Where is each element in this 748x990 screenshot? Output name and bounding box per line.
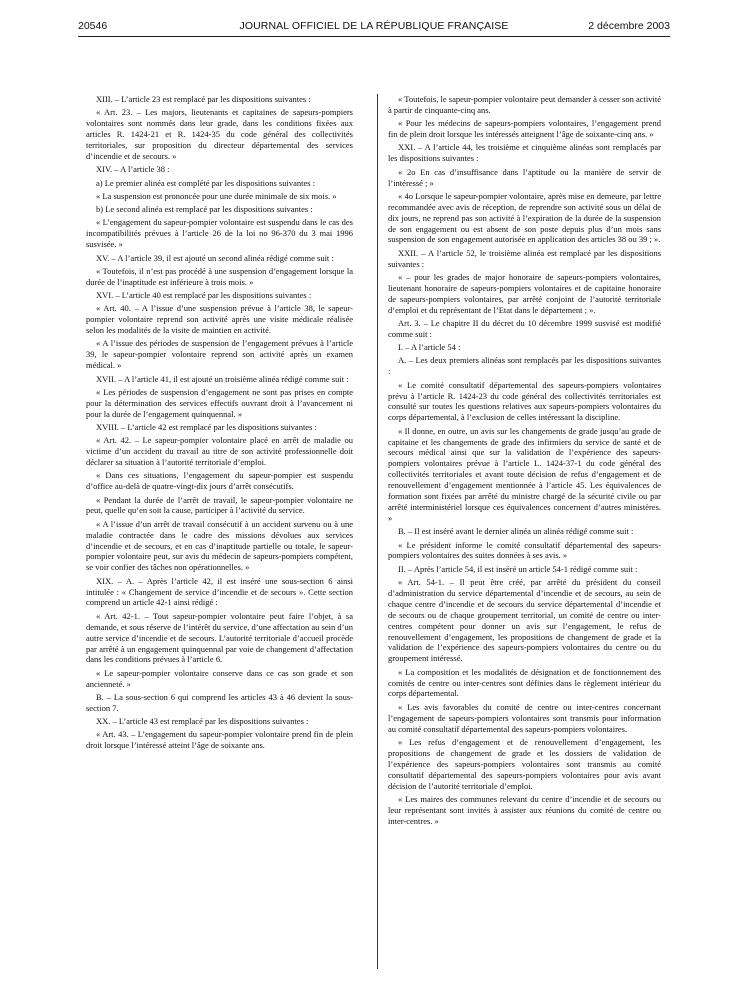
paragraph: « A l’issue d’un arrêt de travail consécutif à un accident survenu ou à une maladie contractée dans le cadre des missions dévolues aux services d’incendie et de secours, et en cas d’inaptitude partielle ou totale, le sapeur-pompier volontaire peut, sur avis du médecin de sapeurs-pompiers compétent, se voir confier des tâches non opérationnelles. » xyxy=(86,518,353,573)
paragraph: « Le sapeur-pompier volontaire conserve dans ce cas son grade et son ancienneté. » xyxy=(86,667,353,689)
paragraph: XIX. – A. – Après l’article 42, il est inséré une sous-section 6 ainsi intitulée : « Changement de service d’incendie et de secours ». Cette section comprend un article 42-1 ainsi rédigé : xyxy=(86,575,353,608)
paragraph: XXII. – A l’article 52, le troisième alinéa est remplacé par les dispositions suivantes : xyxy=(388,247,661,269)
paragraph: XVIII. – L’article 42 est remplacé par les dispositions suivantes : xyxy=(96,421,317,432)
paragraph: XX. – L’article 43 est remplacé par les dispositions suivantes : xyxy=(96,716,309,727)
paragraph: II. – Après l’article 54, il est inséré un article 54-1 rédigé comme suit : xyxy=(398,563,638,574)
paragraph: « Art. 23. – Les majors, lieutenants et capitaines de sapeurs-pompiers volontaires sont nommés dans leur grade, dans les conditions fixées aux articles R. 1424-21 et R. 1424-35 du code général des collectivités territoriales, sur proposition du directeur départemental des services d’incendie et de secours. » xyxy=(86,107,353,161)
paragraph: « Art. 42. – Le sapeur-pompier volontaire placé en arrêt de maladie ou victime d’un accident du travail au titre de son activité professionnelle doit déclarer sa situation à l’autorité territoriale d’emploi. xyxy=(86,435,353,468)
paragraph: « Les périodes de suspension d’engagement ne sont pas prises en compte pour la détermination des services effectifs ouvrant droit à l’avancement ni pour la durée de l’engagement quinquennal. » xyxy=(86,386,353,419)
paragraph: XIV. – A l’article 38 : xyxy=(96,164,170,175)
paragraph: « L’engagement du sapeur-pompier volontaire est suspendu dans le cas des incompatibilités prévues à l’article 26 de la loi no 96-370 du 3 mai 1996 susvisée. » xyxy=(86,217,353,250)
paragraph: B. – Il est inséré avant le dernier alinéa un alinéa rédigé comme suit : xyxy=(398,526,634,537)
paragraph: B. – La sous-section 6 qui comprend les articles 43 à 46 devient la sous-section 7. xyxy=(86,691,353,713)
paragraph: « Art. 54-1. – Il peut être créé, par arrêté du président du conseil d’administration du service départemental d’incendie et de secours, au sein de chaque centre d’incendie et de secours du service départemental d’incendie et de secours ou de chaque groupement territorial, un comité de centre ou inter-centres compétent pour donner un avis sur l’engagement, le refus de renouvellement d’engagement, les propositions de changement de grade et la validation de l’expérience des sapeurs-pompiers volontaires du centre ou du groupement intéressé. xyxy=(388,577,661,664)
journal-title: JOURNAL OFFICIEL DE LA RÉPUBLIQUE FRANÇAISE xyxy=(239,20,509,32)
paragraph: XVI. – L’article 40 est remplacé par les dispositions suivantes : xyxy=(96,290,312,301)
paragraph: « A l’issue des périodes de suspension de l’engagement prévues à l’article 39, le sapeur-pompier volontaire reprend son activité après un examen médical. » xyxy=(86,338,353,371)
paragraph: I. – A l’article 54 : xyxy=(398,342,461,353)
paragraph: XV. – A l’article 39, il est ajouté un second alinéa rédigé comme suit : xyxy=(96,252,334,263)
paragraph: « Les refus d’engagement et de renouvellement d’engagement, les propositions de changement de grade et les dossiers de validation de l’expérience des sapeurs-pompiers volontaires sont transmis au comité consultatif départemental des sapeurs-pompiers volontaires pour avis avant décision de l’autorité territoriale d’emploi. xyxy=(388,736,661,791)
paragraph: A. – Les deux premiers alinéas sont remplacés par les dispositions suivantes : xyxy=(388,355,661,377)
paragraph: « La suspension est prononcée pour une durée minimale de six mois. » xyxy=(96,190,337,201)
paragraph: « Pour les médecins de sapeurs-pompiers volontaires, l’engagement prend fin de plein droit lorsque les intéressés atteignent l’âge de soixante-cinq ans. » xyxy=(388,118,661,140)
paragraph: « Art. 42-1. – Tout sapeur-pompier volontaire peut faire l’objet, à sa demande, et sous réserve de l’intérêt du service, d’une affectation au sein d’un autre service d’incendie et de secours. L’autorité territoriale d’accueil procède par arrêté à un engagement quinquennal par voie de changement d’affectation dans les conditions prévues à l’article 6. xyxy=(86,610,353,665)
page-number: 20546 xyxy=(78,20,108,32)
left-column xyxy=(86,94,353,754)
paragraph: « Il donne, en outre, un avis sur les changements de grade jusqu’au grade de capitaine et les changements de grade des infirmiers du service de santé et de secours médical ainsi que sur la validation de l’expérience des sapeurs-pompiers volontaires prévue à l’article L. 1424-37-1 du code général des collectivités territoriales et avant toute décision de refus d’engagement et de renouvellement d’engagement mentionnée à l’article 45. Les équivalences de formation sont fixées par arrêté du ministre chargé de la sécurité civile ou par arrêté interministériel lorsque ces équivalences concernent d’autres ministères. » xyxy=(388,425,661,523)
paragraph: « Dans ces situations, l’engagement du sapeur-pompier est suspendu d’office au-delà de quatre-vingt-dix jours d’arrêt consécutifs. xyxy=(86,470,353,492)
paragraph: « 4o Lorsque le sapeur-pompier volontaire, après mise en demeure, par lettre recommandée avec avis de réception, de reprendre son activité sous un délai de dix jours, ne reprend pas son activité à l’expiration de la durée de la suspension de son engagement ou est absent de son poste depuis plus d’un mois sans suspension de son engagement autorisée en application des articles 38 ou 39 ; ». xyxy=(388,190,661,245)
right-column xyxy=(388,94,661,829)
paragraph: « 2o En cas d’insuffisance dans l’aptitude ou la manière de servir de l’intéressé ; » xyxy=(388,166,661,188)
paragraph: b) Le second alinéa est remplacé par les dispositions suivantes : xyxy=(96,204,313,215)
paragraph: « Le comité consultatif départemental des sapeurs-pompiers volontaires prévu à l’article R. 1424-23 du code général des collectivités territoriales est consulté sur toutes les questions relatives aux sapeurs-pompiers volontaires du corps départemental, à l’exclusion de celles intéressant la discipline. xyxy=(388,379,661,423)
paragraph: « Pendant la durée de l’arrêt de travail, le sapeur-pompier volontaire ne peut, quelle qu’en soit la cause, participer à l’activité du service. xyxy=(86,494,353,516)
header-rule xyxy=(78,36,670,37)
column-divider xyxy=(377,94,378,969)
paragraph: « Art. 40. – A l’issue d’une suspension prévue à l’article 38, le sapeur-pompier volontaire reprend son activité après une visite médicale réalisée selon les modalités de la visite de maintien en activité. xyxy=(86,303,353,336)
paragraph: Art. 3. – Le chapitre II du décret du 10 décembre 1999 susvisé est modifié comme suit : xyxy=(388,317,661,339)
paragraph: « – pour les grades de major honoraire de sapeurs-pompiers volontaires, lieutenant honoraire de sapeurs-pompiers volontaires et de capitaine honoraire de sapeurs-pompiers volontaires, par arrêté conjoint de l’autorité territoriale d’emploi et du représentant de l’Etat dans le département ; ». xyxy=(388,271,661,315)
paragraph: « Les maires des communes relevant du centre d’incendie et de secours ou leur représentant sont invités à assister aux réunions du comité de centre ou inter-centres. » xyxy=(388,793,661,826)
paragraph: « Toutefois, le sapeur-pompier volontaire peut demander à cesser son activité à partir de cinquante-cinq ans. xyxy=(388,94,661,115)
paragraph: a) Le premier alinéa est complété par les dispositions suivantes : xyxy=(96,177,316,188)
issue-date: 2 décembre 2003 xyxy=(588,20,670,32)
paragraph: XXI. – A l’article 44, les troisième et cinquième alinéas sont remplacés par les dispositions suivantes : xyxy=(388,142,661,164)
paragraph: « Art. 43. – L’engagement du sapeur-pompier volontaire prend fin de plein droit lorsque l’intéressé atteint l’âge de soixante ans. xyxy=(86,729,353,751)
paragraph: XVII. – A l’article 41, il est ajouté un troisième alinéa rédigé comme suit : xyxy=(96,373,349,384)
paragraph: « Toutefois, il n’est pas procédé à une suspension d’engagement lorsque la durée de l’inaptitude est inférieure à trois mois. » xyxy=(86,265,353,287)
paragraph: « Les avis favorables du comité de centre ou inter-centres concernant l’engagement de sapeurs-pompiers volontaires sont transmis pour information au comité consultatif départemental des sapeurs-pompiers volontaires. xyxy=(388,701,661,734)
paragraph: XIII. – L’article 23 est remplacé par les dispositions suivantes : xyxy=(96,94,311,104)
page-header xyxy=(78,20,670,36)
paragraph: « La composition et les modalités de désignation et de fonctionnement des comités de centre ou inter-centres sont définies dans le règlement intérieur du corps départemental. xyxy=(388,666,661,699)
paragraph: « Le président informe le comité consultatif départemental des sapeurs-pompiers volontaires des suites données à ses avis. » xyxy=(388,539,661,561)
